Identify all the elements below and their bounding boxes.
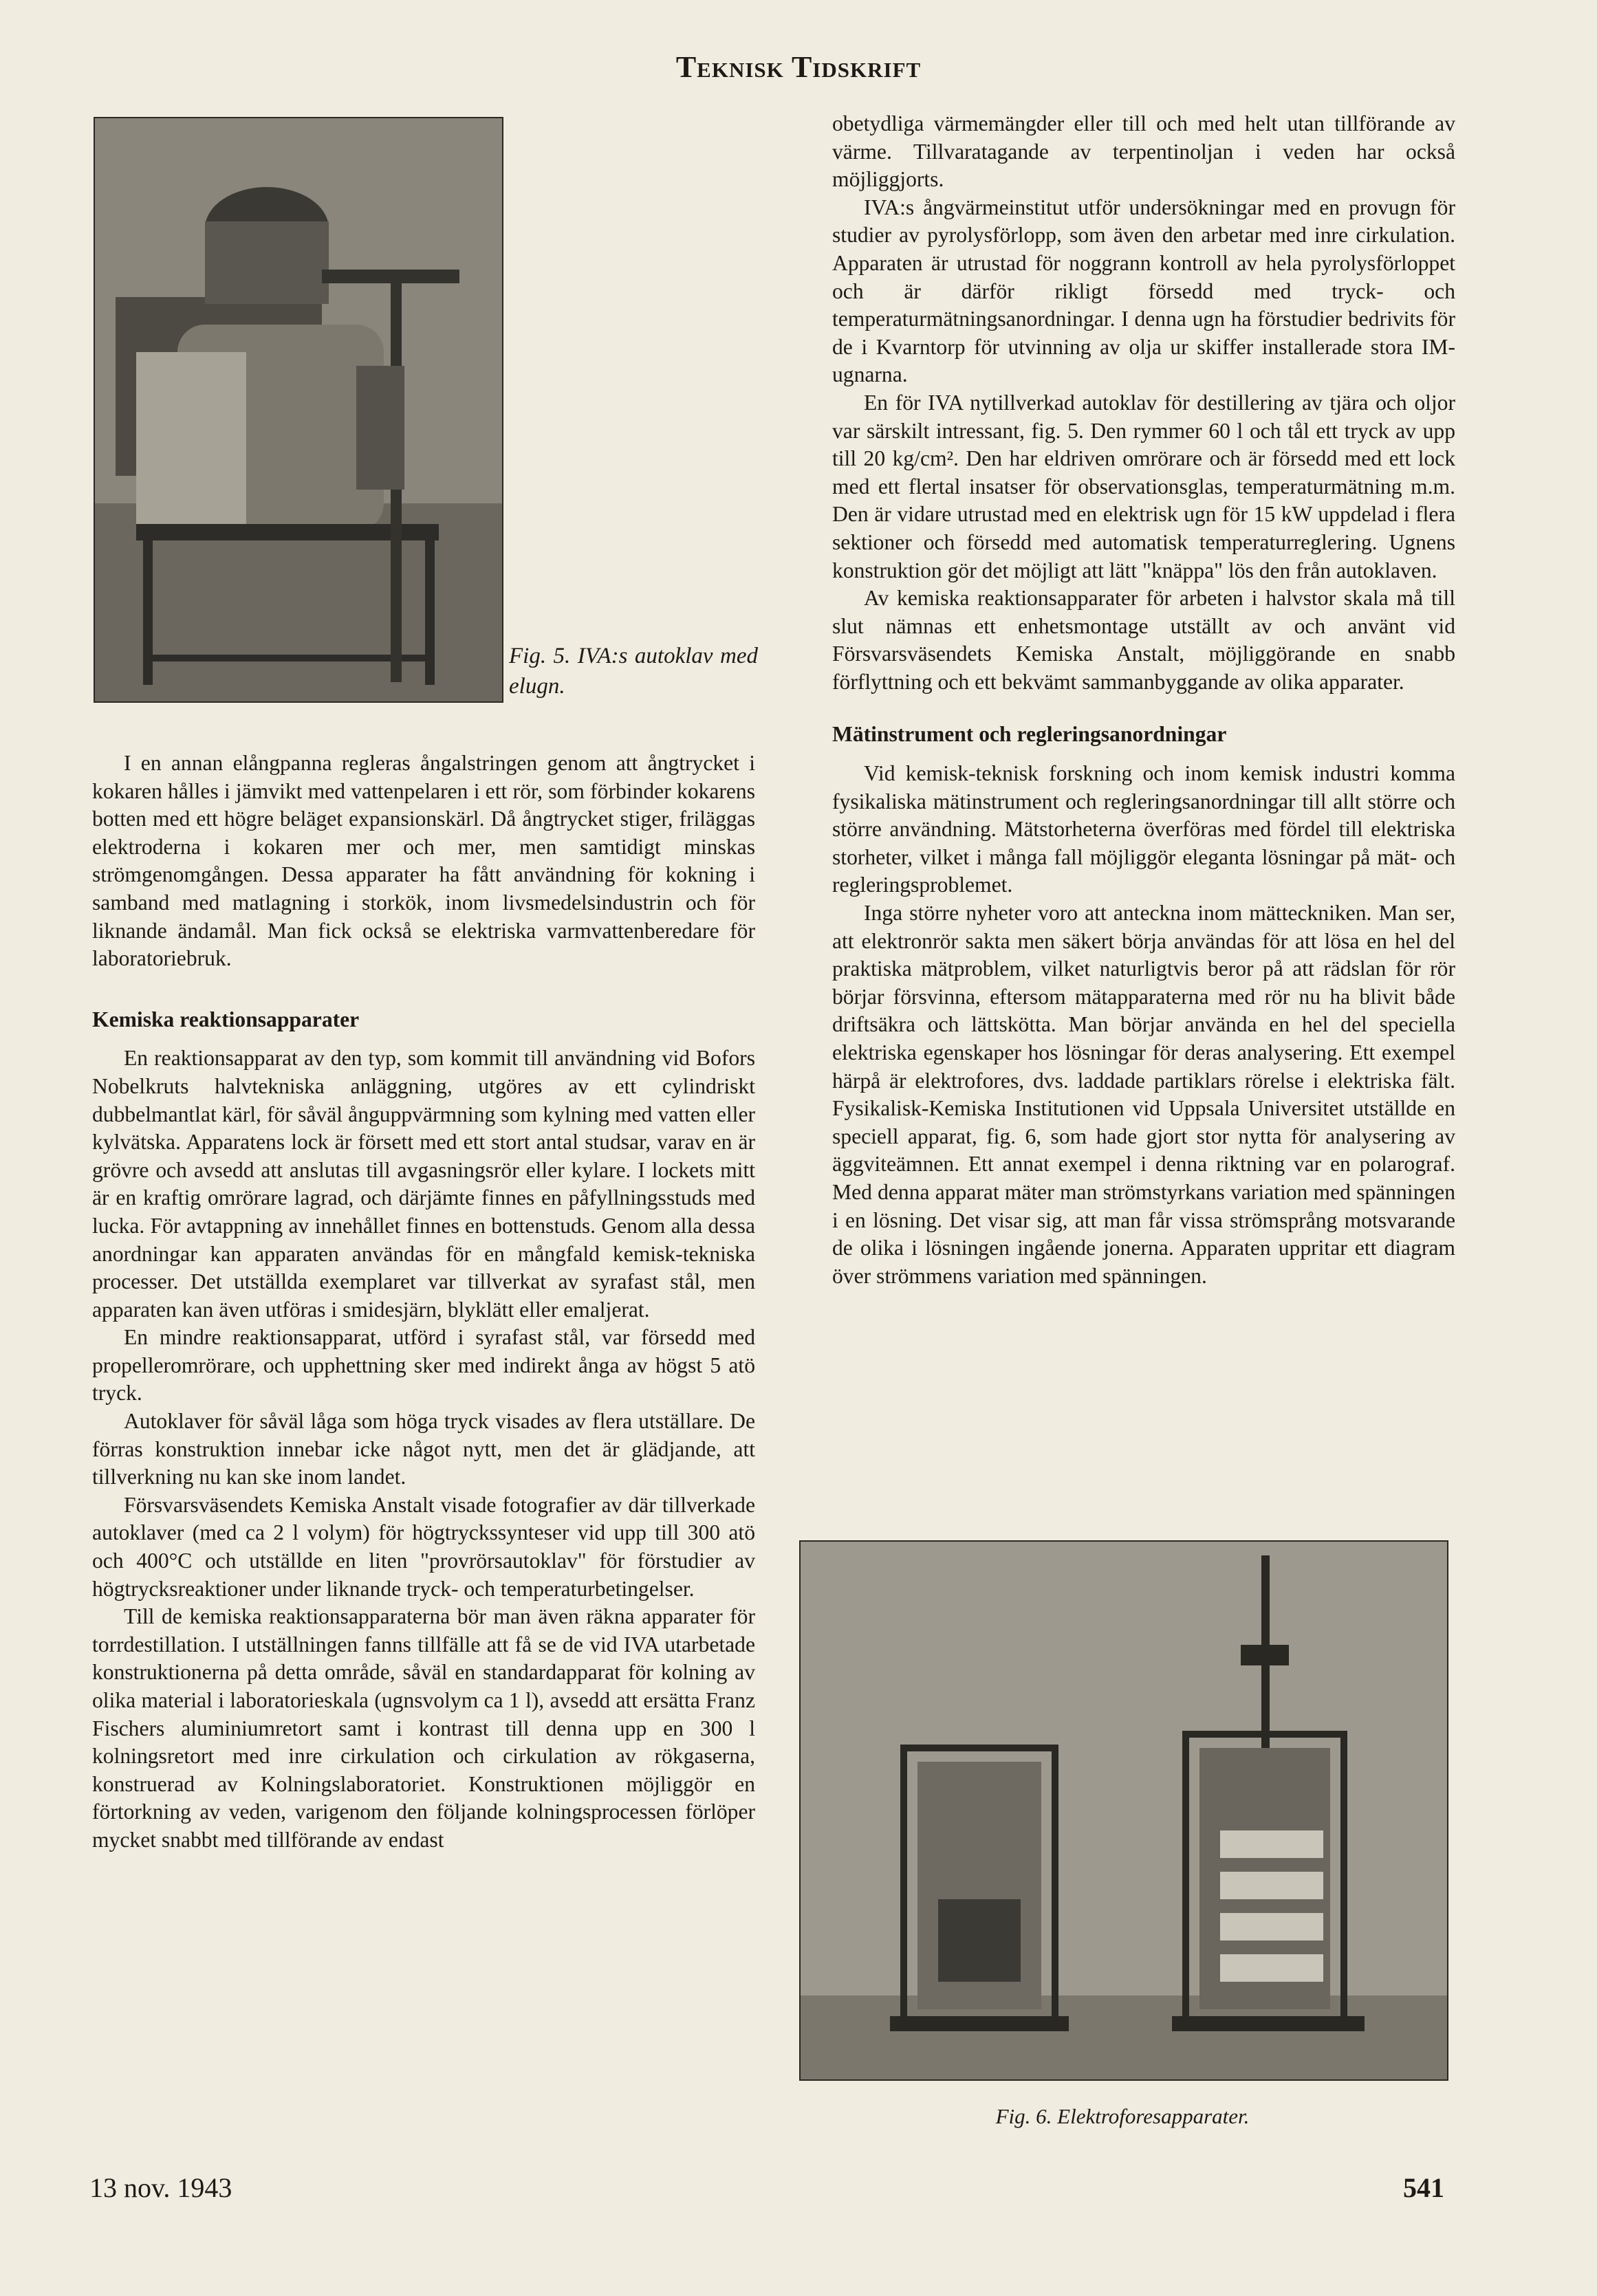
paragraph: I en annan elångpanna regleras ångalstringen genom att ångtrycket i kokaren hålles i jämvikt med vattenpelaren i ett rör, som förbinder kokarens botten med ett högre beläget expansionskärl. Då ångtrycket stiger, friläggas elektroderna i kokaren mer och mer, men samtidigt minskas strömgenomgången. Dessa apparater ha fått användning för kokning i samband med matlagning i storkök, inom livsmedelsindustrin och för liknande ändamål. Man fick också se elektriska varmvattenberedare för laboratoriebruk. [92, 751, 755, 971]
right-column [832, 110, 1455, 1290]
issue-date: 13 nov. 1943 [89, 2172, 232, 2203]
figure-6-caption: Fig. 6. Elektroforesapparater. [995, 2104, 1250, 2128]
paragraph: Inga större nyheter voro att anteckna inom mätteckniken. Man ser, att elektronrör sakta men säkert börja användas för att lösa en hel del praktiska mätproblem, vilket naturligtvis beror på att rädslan för rör börjar försvinna, eftersom mätapparaterna med rör nu ha blivit både driftsäkra och lättskötta. Man börjar använda en hel del speciella elektriska egenskaper hos lösningar för deras analysering. Ett exempel härpå är elektrofores, dvs. laddade partiklars rörelse i elektriska fält. Fysikalisk-Kemiska Institutionen vid Uppsala Universitet utställde en speciell apparat, fig. 6, som hade gjort stor nytta för analysering av äggviteämnen. Ett annat exempel i denna riktning var en polarograf. Med denna apparat mäter man strömstyrkans variation med spänningen i en lösning. Det visar sig, att man får vissa strömsprång motsvarande de olika i lösningen ingående jonerna. Apparaten uppritar ett diagram över strömmens variation med spänningen. [832, 901, 1455, 1288]
paragraph: En mindre reaktionsapparat, utförd i syrafast stål, var försedd med propelleromrörare, och upphettning sker med indirekt ånga av högst 5 atö tryck. [92, 1325, 755, 1406]
paragraph: En reaktionsapparat av den typ, som kommit till användning vid Bofors Nobelkruts halvtekniska anläggning, utgöres av ett cylindriskt dubbelmantlat kärl, för såväl ånguppvärmning som kylning med vatten eller kylvätska. Apparatens lock är försett med ett stort antal studsar, varav en är grövre och avsedd att anslutas till avgasningsrör eller kylare. I lockets mitt är en kraftig omrörare lagrad, och därjämte finnes en påfyllningsstuds med lucka. För avtappning av innehållet finnes en bottenstuds. Genom alla dessa anordningar kan apparaten användas för en mångfald kemisk-tekniska processer. Det utställda exemplaret var tillverkat av syrafast stål, men apparaten kan även utföras i smidesjärn, blyklätt eller emaljerat. [92, 1046, 755, 1322]
section-heading-kemiska-reaktionsapparater: Kemiska reaktionsapparater [92, 1007, 360, 1031]
paragraph: obetydliga värmemängder eller till och med helt utan tillförande av värme. Tillvaratagande av terpentinoljan i veden har också möjliggjorts. [832, 111, 1455, 192]
figure-5-autoclave-photo [94, 117, 503, 703]
paragraph: Till de kemiska reaktionsapparaterna bör man även räkna apparater för torrdestillation. I utställningen fanns tillfälle att få se de vid IVA utarbetade konstruktionerna på detta område, såväl en standardapparat för kolning av olika material i laboratorieskala (ugnsvolym ca 1 l), avsedd att ersätta Franz Fischers aluminiumretort samt i kontrast till denna upp en 300 l kolningsretort med inre cirkulation och cirkulation av rökgaserna, konstruerad av Kolningslaboratoriet. Konstruktionen möjliggör en förtorkning av veden, varigenom den följande kolningsprocessen förlöper mycket snabbt med tillförande av endast [92, 1604, 755, 1852]
paragraph: IVA:s ångvärmeinstitut utför undersökningar med en provugn för studier av pyrolysförlopp, som även den arbetar med inre cirkulation. Apparaten är utrustad för noggrann kontroll av hela pyrolysförloppet och är därför rikligt försedd med tryck- och temperaturmätningsanordningar. I denna ugn ha förstudier bedrivits för de i Kvarntorp för utvinning av olja ur skiffer installerade stora IM-ugnarna. [832, 195, 1455, 387]
paragraph: Försvarsväsendets Kemiska Anstalt visade fotografier av där tillverkade autoklaver (med ca 2 l volym) för högtryckssynteser vid upp till 300 atö och 400°C och utställde en liten "provrörsautoklav" för förstudier av högtrycksreaktioner under liknande tryck- och temperaturbetingelser. [92, 1492, 755, 1601]
paragraph: En för IVA nytillverkad autoklav för destillering av tjära och oljor var särskilt intressant, fig. 5. Den rymmer 60 l och tål ett tryck av upp till 20 kg/cm². Den har eldriven omrörare och är försedd med ett lock med ett flertal insatser för observationsglas, temperaturmätning m.m. Den är vidare utrustad med en elektrisk ugn för 15 kW uppdelad i flera sektioner och försedd med automatisk temperaturreglering. Ugnens konstruktion gör det möjligt att lätt "knäppa" lös den från autoklaven. [832, 390, 1455, 582]
autoclave-illustration [95, 118, 502, 701]
paragraph: Av kemiska reaktionsapparater för arbeten i halvstor skala må till slut nämnas ett enhetsmontage utställt av och använt vid Försvarsväsendets Kemiska Anstalt, möjliggörande en snabb förflyttning och ett bekvämt sammanbyggande av olika apparater. [832, 586, 1455, 694]
left-column [92, 750, 755, 1855]
figure-6-electrophoresis-photo [799, 1540, 1448, 2081]
electrophoresis-illustration [801, 1542, 1447, 2079]
paragraph: Autoklaver för såväl låga som höga tryck visades av flera utställare. De förras konstruktion innebar icke något nytt, men det är glädjande, att tillverkning nu kan ske inom landet. [92, 1409, 755, 1489]
journal-title: Teknisk Tidskrift [675, 50, 922, 84]
page-number: 541 [1403, 2172, 1444, 2203]
paragraph: Vid kemisk-teknisk forskning och inom kemisk industri komma fysikaliska mätinstrument och regleringsanordningar till allt större och större användning. Mätstorheterna överföras med fördel till elektriska storheter, vilket i många fall möjliggör eleganta lösningar på mät- och regleringsproblemet. [832, 761, 1455, 897]
section-heading-matinstrument: Mätinstrument och regleringsanordningar [832, 722, 1227, 747]
figure-5-caption: Fig. 5. IVA:s autoklav med elugn. [509, 644, 758, 699]
